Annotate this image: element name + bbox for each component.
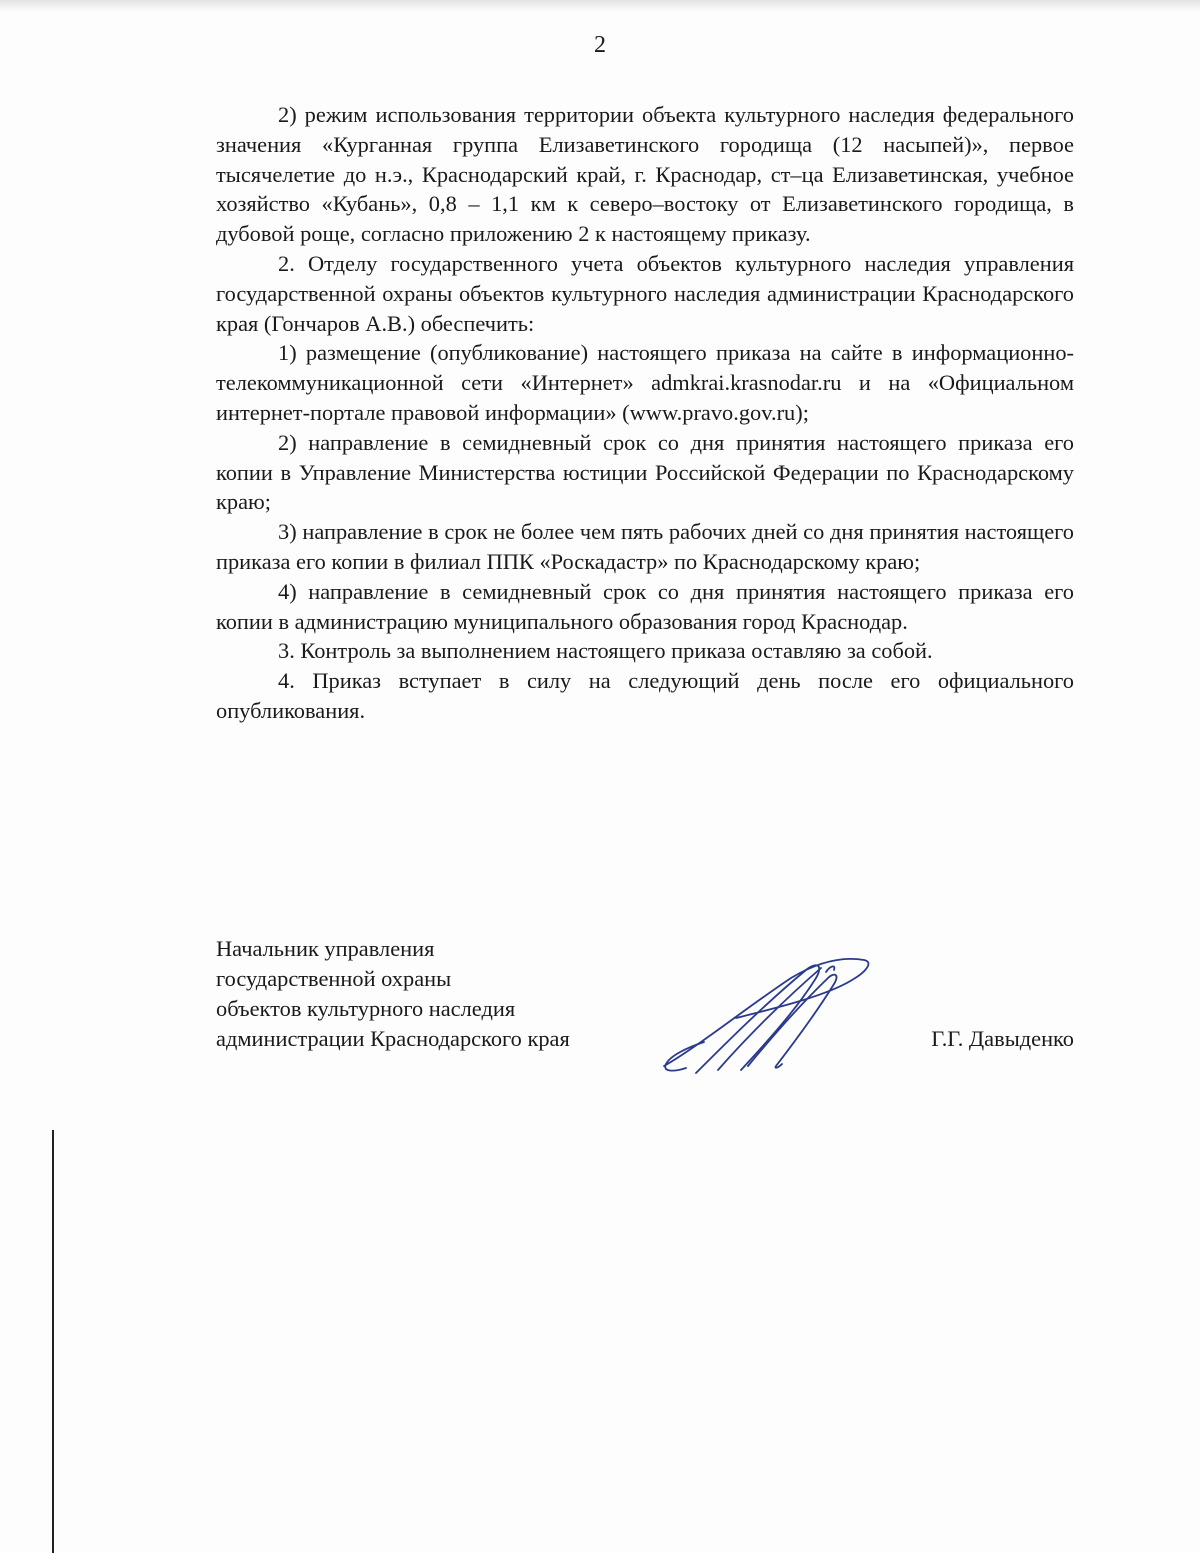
- paragraph-entry-into-force: 4. Приказ вступает в силу на следующий день после его официального опубликования.: [216, 668, 1074, 723]
- signatory-title-line: администрации Краснодарского края: [216, 1026, 570, 1051]
- paragraph-roskadastr: 3) направление в срок не более чем пять рабочих дней со дня принятия настоящего приказа его копии в филиал ППК «Роскадастр» по Краснодарскому краю;: [216, 519, 1074, 574]
- paragraph-publication: 1) размещение (опубликование) настоящего приказа на сайте в информационно-телекоммуникационной сети «Интернет» admkrai.krasnodar.ru и на «Официальном интернет-портале правовой информации» (www.pravo.gov.ru);: [216, 340, 1074, 425]
- signatory-title-line: объектов культурного наследия: [216, 996, 516, 1021]
- signatory-title-line: государственной охраны: [216, 966, 452, 991]
- order-body: [216, 100, 1074, 726]
- page-number: 2: [594, 32, 606, 58]
- paragraph-ministry-justice: 2) направление в семидневный срок со дня принятия настоящего приказа его копии в Управление Министерства юстиции Российской Федерации по Краснодарскому краю;: [216, 429, 1074, 515]
- signature-block: [216, 934, 1074, 1094]
- signatory-title: [216, 934, 570, 1054]
- paragraph-territory-regime: 2) режим использования территории объекта культурного наследия федерального значения «Курганная группа Елизаветинского городища (12 насыпей)», первое тысячелетие до н.э., Краснодарский край, г. Краснодар, ст–ца Елизаветинская, учебное хозяйство «Кубань», 0,8 – 1,1 км к северо–востоку от Елизаветинского городища, в дубовой роще, согласно приложению 2 к настоящему приказу.: [216, 102, 1074, 247]
- paragraph-city-administration: 4) направление в семидневный срок со дня принятия настоящего приказа его копии в администрацию муниципального образования город Краснодар.: [216, 578, 1074, 634]
- paragraph-department-duties: 2. Отделу государственного учета объектов культурного наследия управления государственной охраны объектов культурного наследия администрации Краснодарского края (Гончаров А.В.) обеспечить:: [216, 250, 1074, 336]
- handwritten-signature: [656, 948, 876, 1078]
- scan-left-edge: [52, 1130, 54, 1553]
- signatory-name: Г.Г. Давыденко: [931, 1026, 1074, 1051]
- signatory-title-line: Начальник управления: [216, 936, 435, 961]
- paragraph-control: 3. Контроль за выполнением настоящего приказа оставляю за собой.: [278, 638, 933, 664]
- scan-top-edge: [0, 0, 1200, 12]
